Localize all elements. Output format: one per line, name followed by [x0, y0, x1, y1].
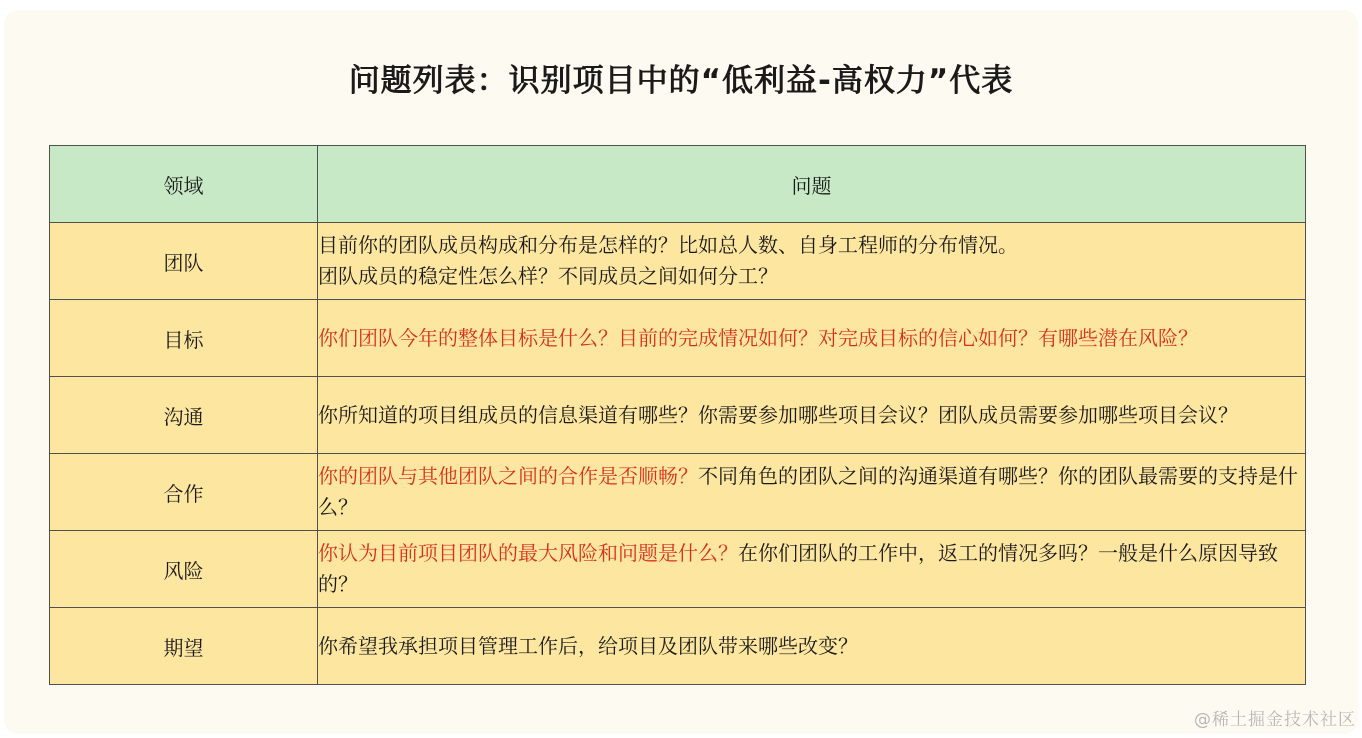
page-title: 问题列表：识别项目中的“低利益-高权力”代表 [348, 63, 1014, 99]
domain-cell: 团队 [50, 223, 318, 300]
table-header-row [50, 146, 1306, 223]
question-highlight: 你们团队今年的整体目标是什么？目前的完成情况如何？对完成目标的信心如何？有哪些潜在风险？ [318, 325, 1198, 350]
watermark: @稀土掘金技术社区 [1194, 710, 1356, 730]
table-row [50, 300, 1306, 377]
question-text: 在你们团队的工作中，返工的情况多吗？一般是什么原因导致的？ [318, 541, 1278, 596]
domain-cell: 沟通 [50, 377, 318, 454]
domain-cell: 风险 [50, 531, 318, 608]
question-text: 不同角色的团队之间的沟通渠道有哪些？你的团队最需要的支持是什么？ [318, 464, 1298, 519]
question-highlight: 你认为目前项目团队的最大风险和问题是什么？ [318, 541, 738, 565]
domain-cell: 合作 [50, 454, 318, 531]
table-row [50, 608, 1306, 685]
table-row [50, 454, 1306, 531]
question-cell [318, 223, 1306, 300]
question-text: 你希望我承担项目管理工作后，给项目及团队带来哪些改变？ [318, 633, 858, 658]
table-row [50, 223, 1306, 300]
question-highlight: 你的团队与其他团队之间的合作是否顺畅？ [318, 464, 698, 488]
table-row [50, 377, 1306, 454]
column-header-question: 问题 [318, 146, 1306, 223]
question-text-line2: 团队成员的稳定性怎么样？不同成员之间如何分工？ [318, 264, 778, 288]
table-row [50, 531, 1306, 608]
question-cell [318, 300, 1306, 377]
domain-cell: 目标 [50, 300, 318, 377]
domain-cell: 期望 [50, 608, 318, 685]
question-cell [318, 377, 1306, 454]
question-cell [318, 531, 1306, 608]
question-table [49, 145, 1306, 685]
question-cell [318, 454, 1306, 531]
question-text: 你所知道的项目组成员的信息渠道有哪些？你需要参加哪些项目会议？团队成员需要参加哪些项目会议？ [318, 402, 1238, 427]
question-text: 目前你的团队成员构成和分布是怎样的？比如总人数、自身工程师的分布情况。 [318, 233, 1018, 257]
question-cell [318, 608, 1306, 685]
column-header-domain: 领域 [50, 146, 318, 223]
